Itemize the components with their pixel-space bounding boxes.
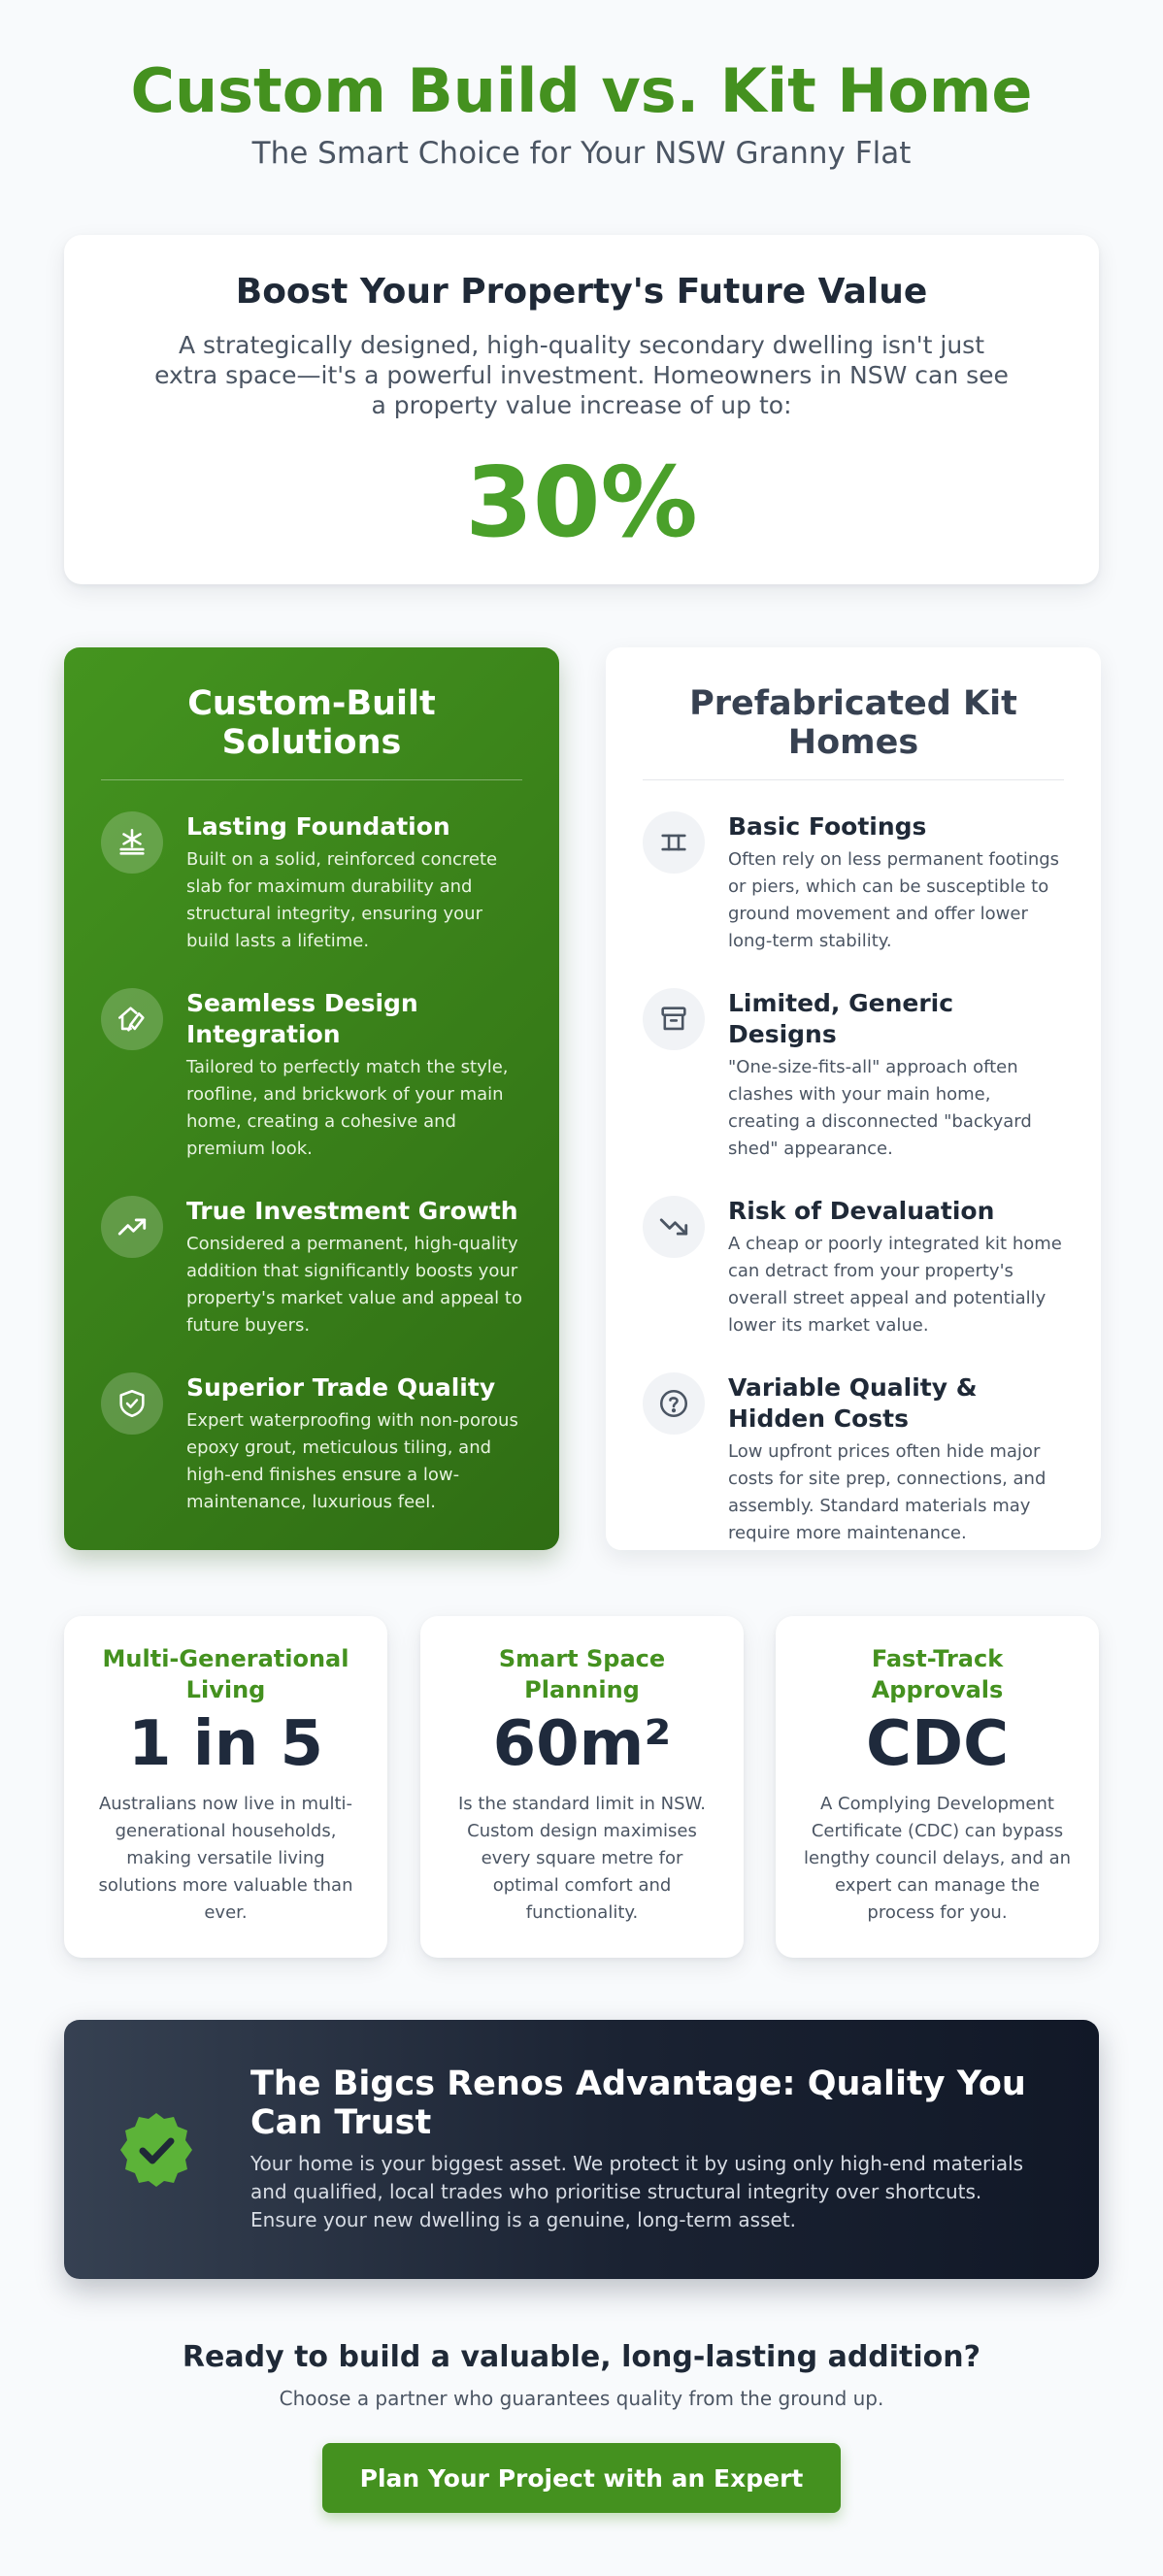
value-increase-stat: 30% <box>465 446 698 559</box>
page-title: Custom Build vs. Kit Home <box>130 55 1033 126</box>
archive-box-icon <box>643 988 705 1050</box>
plan-project-button[interactable]: Plan Your Project with an Expert <box>322 2443 841 2513</box>
feature-text: Considered a permanent, high-quality addition that significantly boosts your property's market value and appeal to future buyers. <box>186 1234 522 1336</box>
stat-description: Australians now live in multi-generational households, making versatile living solutions more valuable than ever. <box>98 1794 353 1923</box>
question-circle-icon <box>643 1372 705 1435</box>
page-subtitle: The Smart Choice for Your NSW Granny Flat <box>251 136 912 171</box>
stat-label: Fast-Track Approvals <box>871 1645 1004 1703</box>
stat-card-multigenerational <box>64 1616 387 1958</box>
footings-icon <box>643 811 705 874</box>
stat-value: CDC <box>865 1708 1010 1780</box>
value-card-description: A strategically designed, high-quality secondary dwelling isn't just extra space—it's a powerful investment. Homeowners in NSW can see a property value increase of up to: <box>154 331 1009 419</box>
foundation-icon <box>101 811 163 874</box>
custom-built-column <box>64 647 559 1550</box>
feature-item <box>643 988 1064 1163</box>
feature-title: Lasting Foundation <box>186 812 450 841</box>
stat-label: Smart Space Planning <box>498 1645 666 1703</box>
trending-down-icon <box>643 1196 705 1258</box>
stat-value: 1 in 5 <box>127 1708 324 1780</box>
feature-text: A cheap or poorly integrated kit home can detract from your property's overall street appeal and potentially lower its market value. <box>728 1234 1062 1336</box>
feature-title: Superior Trade Quality <box>186 1373 496 1402</box>
feature-text: Expert waterproofing with non-porous epoxy grout, meticulous tiling, and high-end finishes ensure a low-maintenance, luxurious feel. <box>186 1410 518 1512</box>
advantage-title: The Bigcs Renos Advantage: Quality You Can Trust <box>250 2064 1026 2142</box>
feature-text: Built on a solid, reinforced concrete slab for maximum durability and structural integrity, ensuring your build lasts a lifetime. <box>186 849 498 951</box>
cta-subtitle: Choose a partner who guarantees quality from the ground up. <box>279 2387 884 2410</box>
feature-item <box>101 1196 522 1339</box>
feature-title: Limited, Generic Designs <box>728 989 954 1048</box>
feature-text: Often rely on less permanent footings or piers, which can be susceptible to ground movement and offer lower long-term stability. <box>728 849 1060 951</box>
feature-item <box>101 811 522 955</box>
feature-title: Risk of Devaluation <box>728 1197 995 1225</box>
stat-card-space-planning <box>420 1616 744 1958</box>
feature-item <box>643 1196 1064 1339</box>
feature-title: True Investment Growth <box>186 1197 518 1225</box>
feature-item <box>643 1372 1064 1547</box>
stat-label: Multi-Generational Living <box>102 1645 349 1703</box>
feature-title: Seamless Design Integration <box>186 989 418 1048</box>
stat-description: A Complying Development Certificate (CDC) can bypass lengthy council delays, and an expert can manage the process for you. <box>803 1794 1072 1923</box>
kit-column-title: Prefabricated Kit Homes <box>643 684 1064 780</box>
feature-item <box>643 811 1064 955</box>
advantage-text: Your home is your biggest asset. We protect it by using only high-end materials and qualified, local trades who prioritise structural integrity over shortcuts. Ensure your new dwelling is a genuine, long-term asset. <box>250 2152 1024 2231</box>
feature-text: Low upfront prices often hide major costs for site prep, connections, and assembly. Standard materials may require more maintenance. <box>728 1441 1047 1543</box>
cta-title: Ready to build a valuable, long-lasting addition? <box>182 2340 981 2374</box>
stat-card-approvals <box>776 1616 1099 1958</box>
stat-description: Is the standard limit in NSW. Custom design maximises every square metre for optimal comfort and functionality. <box>457 1794 707 1923</box>
value-card-title: Boost Your Property's Future Value <box>235 272 928 312</box>
shield-check-icon <box>101 1372 163 1435</box>
feature-text: Tailored to perfectly match the style, roofline, and brickwork of your main home, creating a cohesive and premium look. <box>186 1057 509 1159</box>
stat-value: 60m² <box>492 1708 672 1780</box>
property-value-card <box>64 235 1099 584</box>
advantage-banner <box>64 2020 1099 2279</box>
trending-up-icon <box>101 1196 163 1258</box>
feature-title: Basic Footings <box>728 812 927 841</box>
feature-title: Variable Quality & Hidden Costs <box>728 1373 978 1433</box>
house-design-icon <box>101 988 163 1050</box>
feature-text: "One-size-fits-all" approach often clashes with your main home, creating a disconnected "backyard shed" appearance. <box>728 1057 1032 1159</box>
kit-home-column <box>606 647 1101 1550</box>
feature-item <box>101 988 522 1163</box>
custom-column-title: Custom-Built Solutions <box>101 684 522 780</box>
feature-item <box>101 1372 522 1516</box>
check-badge-icon <box>116 2110 196 2190</box>
